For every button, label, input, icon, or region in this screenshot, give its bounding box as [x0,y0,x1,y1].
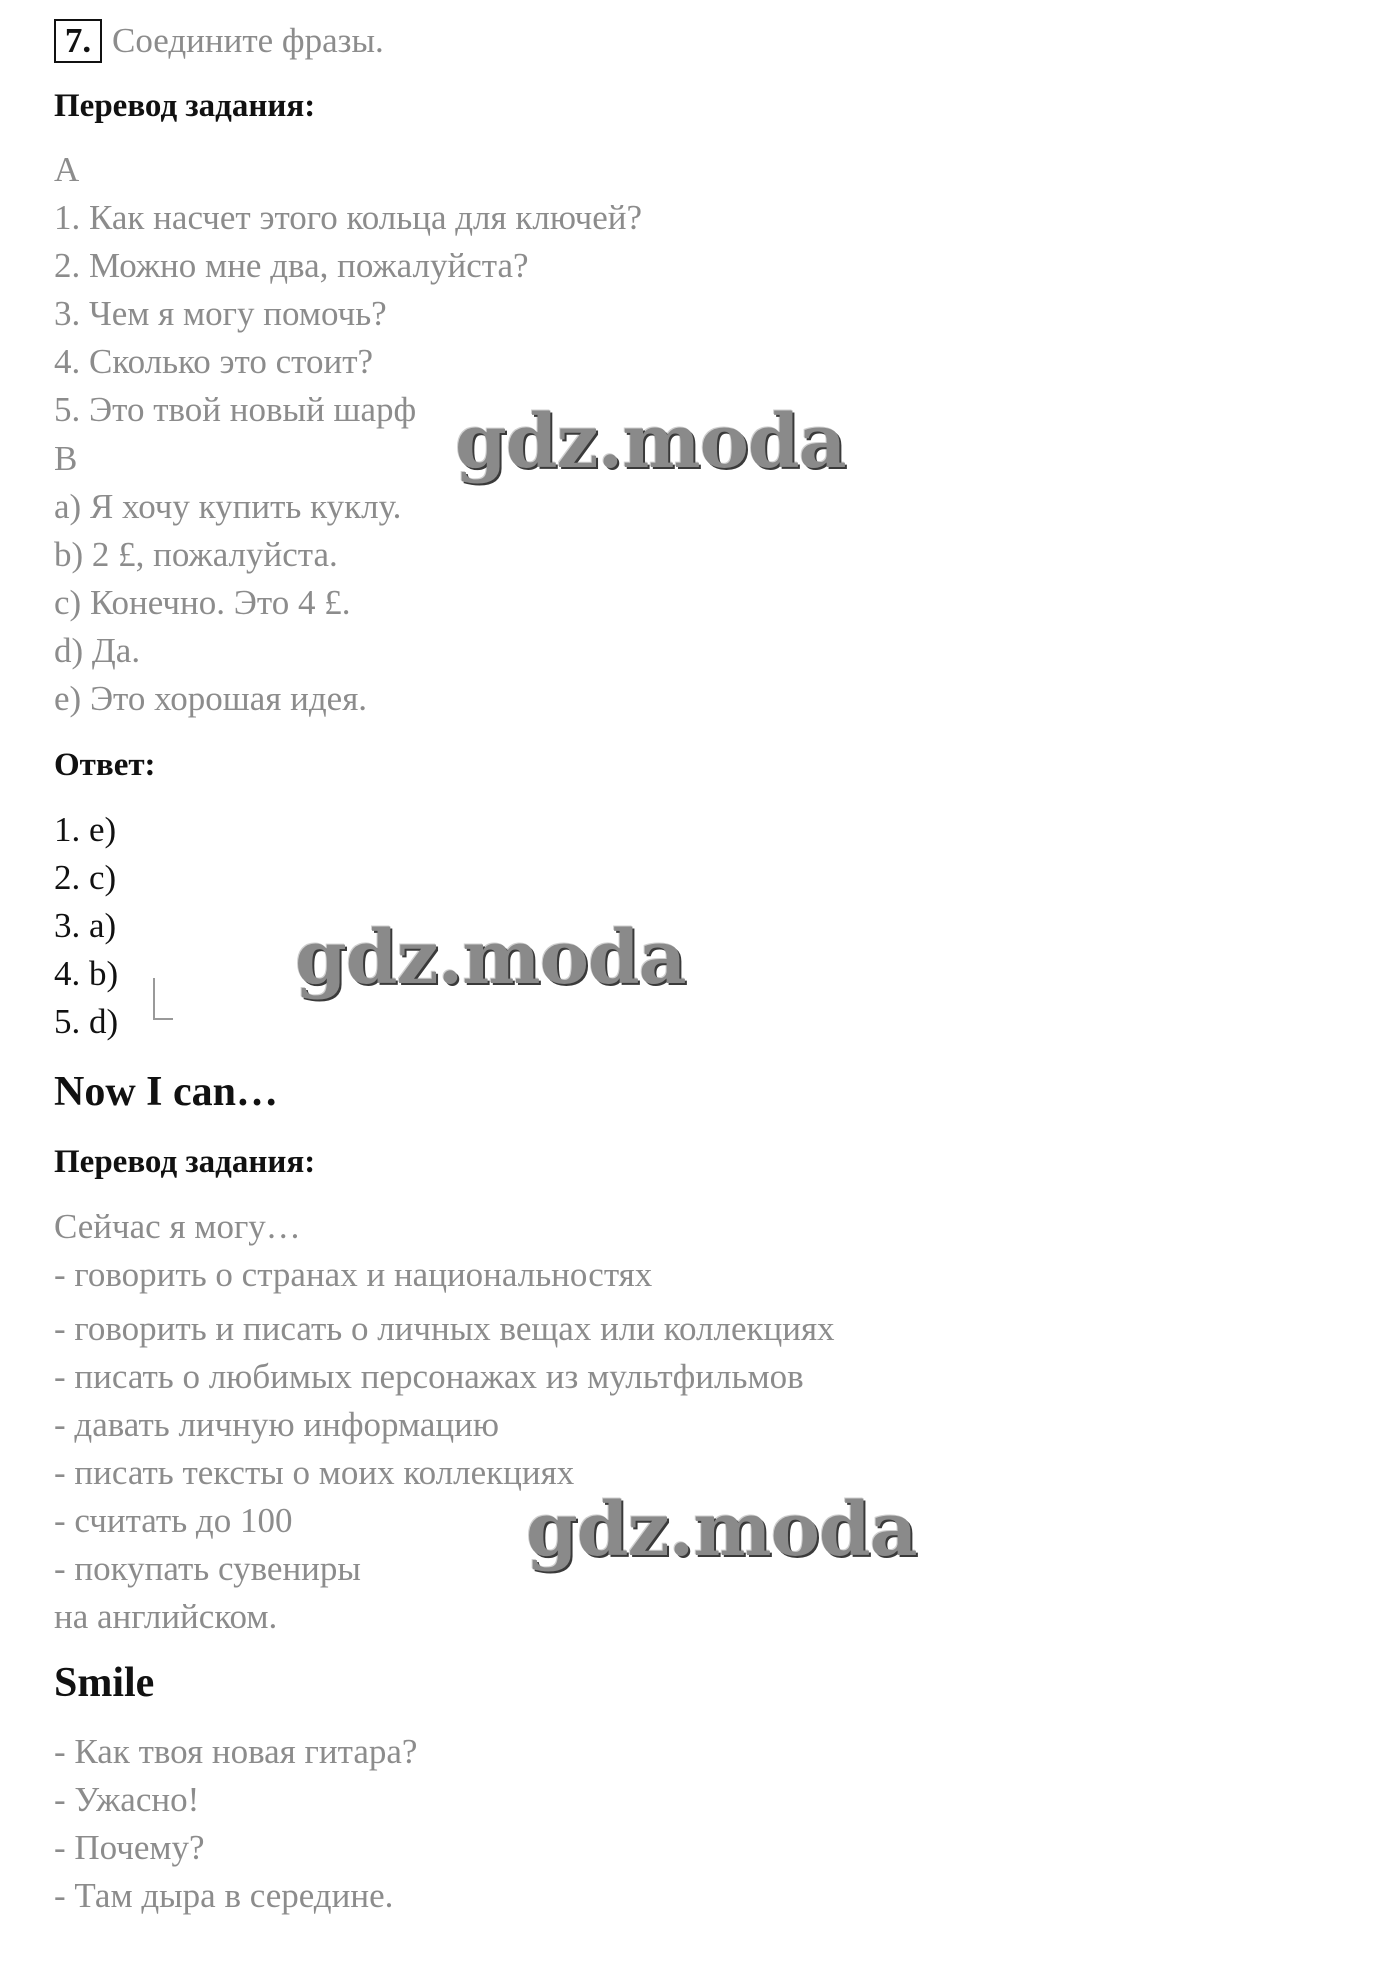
group-a-item: 4. Сколько это стоит? [54,342,374,381]
watermark: gdz.moda [455,399,846,485]
now-i-can-line: - покупать сувениры [54,1549,361,1588]
task-title: Соедините фразы. [112,21,384,60]
now-i-can-heading: Now I can… [54,1069,279,1115]
now-i-can-line: Сейчас я могу… [54,1207,301,1246]
translation-heading-2: Перевод задания: [54,1144,316,1180]
bracket-mark [153,978,173,1020]
smile-line: - Как твоя новая гитара? [54,1732,418,1771]
group-a-item: 2. Можно мне два, пожалуйста? [54,246,529,285]
watermark: gdz.moda [295,915,686,1001]
answer-heading: Ответ: [54,747,156,783]
smile-line: - Почему? [54,1828,205,1867]
now-i-can-line: - писать тексты о моих коллекциях [54,1453,575,1492]
now-i-can-line: - писать о любимых персонажах из мультфильмов [54,1357,804,1396]
watermark: gdz.moda [526,1487,917,1573]
group-b-item: e) Это хорошая идея. [54,679,368,718]
group-b-item: b) 2 £, пожалуйста. [54,535,338,574]
answer-item: 2. c) [54,858,117,897]
smile-line: - Ужасно! [54,1780,200,1819]
smile-line: - Там дыра в середине. [54,1876,394,1915]
translation-heading: Перевод задания: [54,88,316,124]
group-a-item: 1. Как насчет этого кольца для ключей? [54,198,643,237]
group-a-item: 5. Это твой новый шарф [54,390,417,429]
now-i-can-line: на английском. [54,1597,278,1636]
answer-item: 1. e) [54,810,117,849]
group-b-item: a) Я хочу купить куклу. [54,487,402,526]
answer-item: 4. b) [54,954,119,993]
now-i-can-line: - говорить и писать о личных вещах или коллекциях [54,1309,835,1348]
answer-item: 5. d) [54,1002,119,1041]
answer-item: 3. a) [54,906,117,945]
now-i-can-line: - говорить о странах и национальностях [54,1255,653,1294]
group-a-label: A [54,150,80,189]
group-b-item: d) Да. [54,631,141,670]
group-b-item: c) Конечно. Это 4 £. [54,583,351,622]
task-number-box: 7. [54,19,102,63]
group-b-label: B [54,439,78,478]
now-i-can-line: - считать до 100 [54,1501,293,1540]
now-i-can-line: - давать личную информацию [54,1405,500,1444]
smile-heading: Smile [54,1660,155,1706]
group-a-item: 3. Чем я могу помочь? [54,294,387,333]
